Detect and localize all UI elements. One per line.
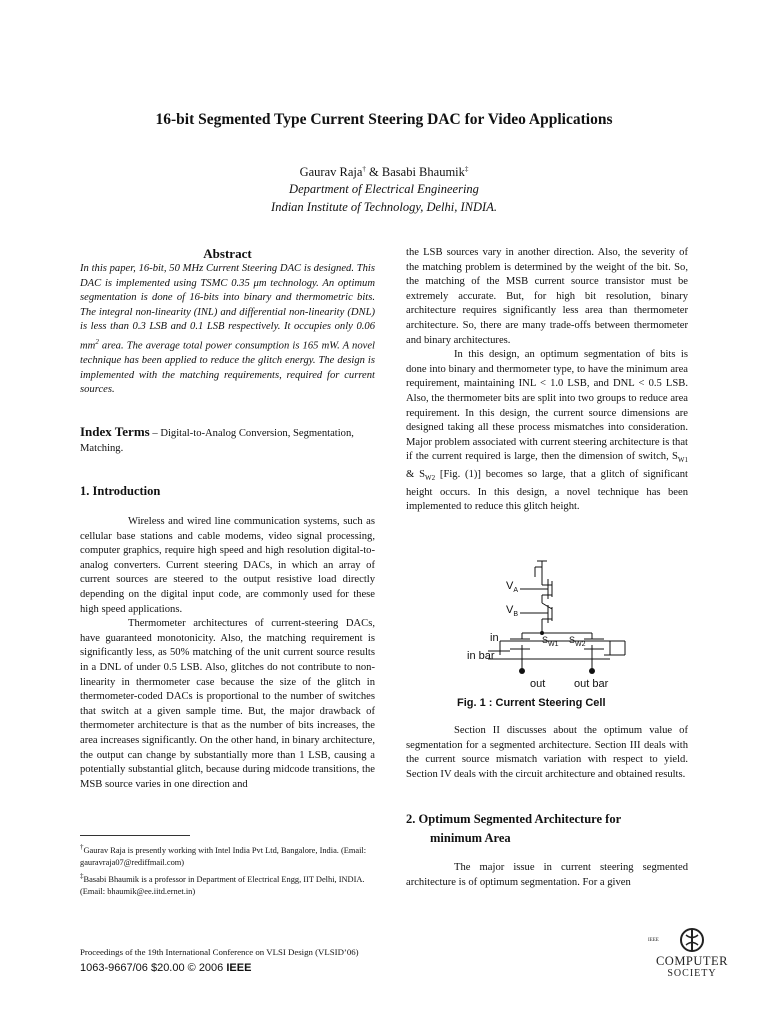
footnote-rule <box>80 835 190 836</box>
right-paragraph-4: The major issue in current steering segmented architecture is of optimum segmentation. For a given <box>406 862 688 888</box>
out-node <box>519 668 525 674</box>
author-1: Gaurav Raja <box>299 165 363 180</box>
conference-line: Proceedings of the 19th International Conference on VLSI Design (VLSID’06) <box>80 947 359 957</box>
affiliation-dept: Department of Electrical Engineering <box>289 182 479 196</box>
section-2-heading-line1: 2. Optimum Segmented Architecture for <box>406 812 622 826</box>
right-paragraph-4-block <box>406 861 688 890</box>
intro-paragraph-1: Wireless and wired line communication systems, such as cellular base stations and cable modems, video signal processing, computer graphics, require high speed and high resolution digital-to-analog converters. Current steering DACs, in which an array of current sources are steered to the output resistive load directly depending on the digital input code, are commonly used for these high speed applications. <box>80 516 375 615</box>
switch-2-sub: W2 <box>424 474 436 483</box>
label-va <box>506 580 518 594</box>
computer-society-logo <box>636 925 748 987</box>
index-terms-label: Index Terms <box>80 424 150 439</box>
footnote-2-mark: ‡ <box>80 871 84 880</box>
footnote-2 <box>80 870 375 899</box>
right-p2-b: & S <box>406 469 425 481</box>
vb-text: V <box>506 604 514 616</box>
abstract-text <box>80 262 375 398</box>
va-text: V <box>506 580 514 592</box>
intro-body <box>80 515 375 792</box>
right-column-top <box>406 246 688 515</box>
logo-line-1: COMPUTER <box>655 954 729 968</box>
author-line <box>0 165 768 180</box>
switch-1-sub: W1 <box>677 456 688 465</box>
section-1-heading: 1. Introduction <box>80 484 161 498</box>
index-terms-dash: – <box>149 428 161 439</box>
abstract-sup: 2 <box>95 337 99 346</box>
label-out: out <box>530 678 546 690</box>
author-separator: & <box>365 165 382 180</box>
author-2: Basabi Bhaumik <box>381 165 465 180</box>
right-p2-a: In this design, an optimum segmentation of bits is done into binary and thermometer type, to have the minimum area requirement, maintaining INL < 1.0 LSB, and DNL < 0.5 LSB. Also, the thermometer bits are split into two groups to reduce area requirement. In this design, the current source dimensions are designed taking all these process mismatches into consideration. Major problem associated with current steering architecture is that if the current required is large, then the dimension of switch, S <box>406 349 688 463</box>
affiliation-inst: Indian Institute of Technology, Delhi, INDIA. <box>271 200 497 214</box>
figure-caption: Fig. 1 : Current Steering Cell <box>457 697 606 709</box>
out-bar-node <box>589 668 595 674</box>
label-sw1 <box>542 635 559 648</box>
va-sub: A <box>513 587 519 595</box>
index-terms <box>80 424 375 456</box>
author-1-mark: † <box>362 165 366 173</box>
current-steering-cell-diagram <box>460 555 650 695</box>
abstract-heading: Abstract <box>203 246 252 261</box>
vb-sub: B <box>513 611 519 619</box>
footnote-2-text: Basabi Bhaumik is a professor in Department of Electrical Engg, IIT Delhi, INDIA. (Email: bhaumik@ee.iitd.ernet.in) <box>80 874 365 897</box>
paper-title: 16-bit Segmented Type Current Steering DAC for Video Applications <box>155 111 613 128</box>
abstract-part-a: In this paper, 16-bit, 50 MHz Current Steering DAC is designed. This DAC is implemented using TSMC 0.35 μm technology. An optimum segmentation is done of 16-bits into binary and thermometric bits. The integral non-linearity (INL) and differential non-linearity (DNL) is less than 0.3 LSB and 0.1 LSB respectively. It occupies only 0.06 mm <box>80 263 375 352</box>
intro-paragraph-2: Thermometer architectures of current-steering DACs, have guaranteed monotonicity. Also, the matching requirement is significantly less, as 50% matching of the unit current source results in a DNL of under 0.5 LSB. Also, glitches do not contribute to non-linearity in thermometer case because the size of the glitch in thermometer-coded DACs is proportional to the number of switches that switch at a given sample time. But, the major drawback of thermometer architecture is that as the number of bits increases, the area increases significantly. On the other hand, in binary architecture, the output can change by substantially more than 1 LSB, causing a potentially substantial glitch, because during midcode transitions, the MSB source varies in one direction and <box>80 618 375 790</box>
label-out-bar: out bar <box>574 678 609 690</box>
label-in: in <box>490 632 499 644</box>
right-paragraph-1: the LSB sources vary in another direction. Also, the severity of the matching problem is determined by the weight of the bit. So, the matching of the MSB current source transistor must be extremely accurate. But, for high bit resolution, binary architecture requires significantly less area than thermometer architecture. So, there are many trade-offs between thermometer and binary architectures. <box>406 247 688 346</box>
footnotes <box>80 841 375 899</box>
ieee-text: IEEE <box>226 962 252 974</box>
author-2-mark: ‡ <box>464 165 469 173</box>
section-2-heading-line2: minimum Area <box>430 831 511 845</box>
footnote-1-mark: † <box>80 843 84 851</box>
abstract-part-b: area. The average total power consumption is 165 mW. A novel technique has been applied to reduce the glitch energy. The design is implemented with the matching requirements, required for current sources. <box>80 340 375 396</box>
logo-small-text: IEEE <box>648 938 659 943</box>
label-sw2 <box>569 635 586 648</box>
right-paragraph-3: Section II discusses about the optimum value of segmentation for a segmented architecture. Section III deals with the current source mismatch variation with respect to yield. Section IV deals with the circuit architecture and obtained results. <box>406 725 688 780</box>
sw2-text: S <box>569 635 576 645</box>
label-in-bar: in bar <box>467 650 495 662</box>
sw1-sub: W1 <box>548 640 559 648</box>
index-terms-text: Digital-to-Analog Conversion, Segmentation, Matching. <box>80 428 354 454</box>
right-p2-c: [Fig. (1)] becomes so large, that a glitch of significant height occurs. In this design, a novel technique has been implemented to reduce this glitch height. <box>406 469 688 513</box>
right-paragraph-2 <box>406 348 688 515</box>
sw1-text: S <box>542 635 549 645</box>
footnote-1 <box>80 841 375 870</box>
right-paragraph-3-block <box>406 724 688 782</box>
issn-line <box>80 962 251 974</box>
sw2-sub: W2 <box>575 640 586 648</box>
label-vb <box>506 604 518 618</box>
issn-text: 1063-9667/06 $20.00 © 2006 <box>80 962 227 974</box>
footnote-1-text: Gaurav Raja is presently working with Intel India Pvt Ltd, Bangalore, India. (Email: gauravraja07@rediffmail.com) <box>80 845 367 868</box>
logo-line-2: SOCIETY <box>667 968 717 979</box>
